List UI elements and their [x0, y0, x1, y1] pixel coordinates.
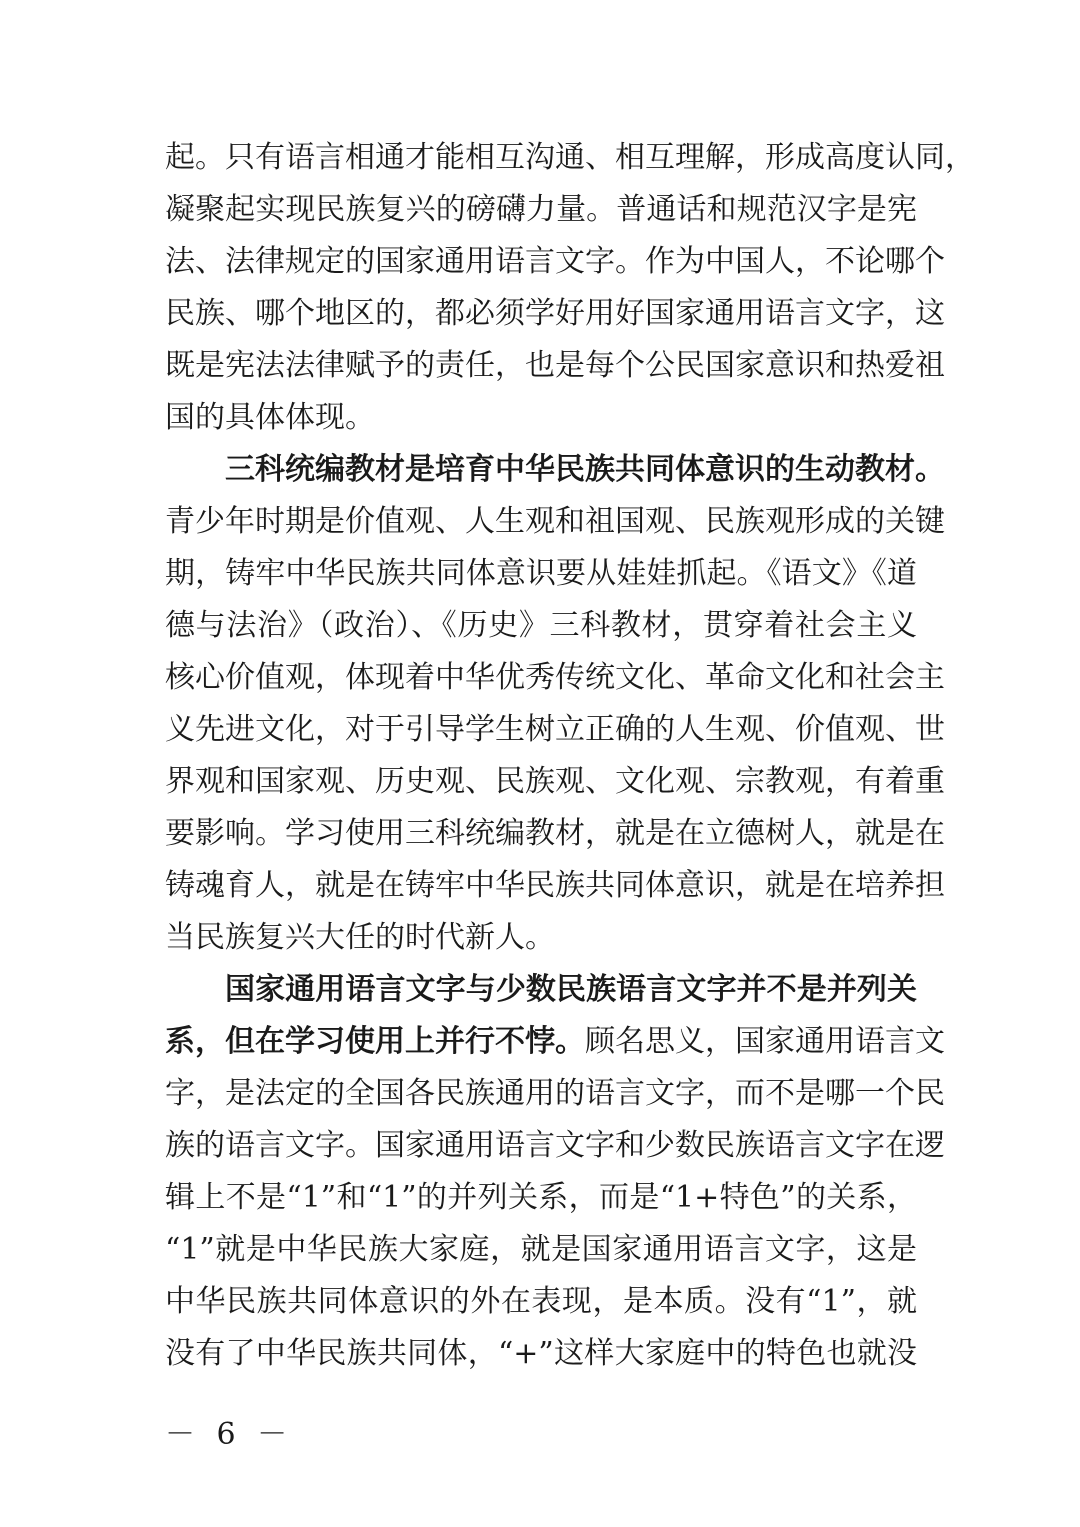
text-line: 凝聚起实现民族复兴的磅礴力量。普通话和规范汉字是宪: [165, 192, 917, 227]
text-line: 期，铸牢中华民族共同体意识要从娃娃抓起。《语文》《道: [165, 556, 917, 591]
text-span: 顾名思义，国家通用语言文: [585, 1024, 945, 1059]
text-line: 德与法治》（政治）、《历史》三科教材，贯穿着社会主义: [165, 608, 917, 643]
paragraph-heading-line: [165, 444, 945, 496]
text-line: 起。只有语言相通才能相互沟通、相互理解，形成高度认同，: [165, 140, 975, 175]
text-line: 要影响。学习使用三科统编教材，就是在立德树人，就是在: [165, 816, 945, 851]
text-line: 核心价值观，体现着中华优秀传统文化、革命文化和社会主: [165, 660, 945, 695]
body-text: [165, 132, 975, 1380]
text-line: “1”就是中华民族大家庭，就是国家通用语言文字，这是: [165, 1232, 917, 1267]
text-line: 中华民族共同体意识的外在表现，是本质。没有“1”，就: [165, 1284, 917, 1319]
text-line: 字，是法定的全国各民族通用的语言文字，而不是哪一个民: [165, 1076, 945, 1111]
bold-heading: 国家通用语言文字与少数民族语言文字并不是并列关: [225, 972, 917, 1007]
bold-heading: 系，但在学习使用上并行不悖。: [165, 1024, 585, 1059]
text-line: 没有了中华民族共同体，“+”这样大家庭中的特色也就没: [165, 1336, 917, 1371]
text-line: 当民族复兴大任的时代新人。: [165, 920, 555, 955]
text-line: 法、法律规定的国家通用语言文字。作为中国人，不论哪个: [165, 244, 945, 279]
text-line: 既是宪法法律赋予的责任，也是每个公民国家意识和热爱祖: [165, 348, 945, 383]
text-line: 民族、哪个地区的，都必须学好用好国家通用语言文字，这: [165, 296, 945, 331]
text-line: 国的具体体现。: [165, 400, 375, 435]
text-line: 义先进文化，对于引导学生树立正确的人生观、价值观、世: [165, 712, 945, 747]
paragraph-heading-line: [165, 964, 917, 1016]
text-line: 辑上不是“1”和“1”的并列关系，而是“1+特色”的关系，: [165, 1180, 917, 1215]
text-line: 族的语言文字。国家通用语言文字和少数民族语言文字在逻: [165, 1128, 945, 1163]
text-line: [165, 1016, 945, 1068]
bold-heading: 三科统编教材是培育中华民族共同体意识的生动教材。: [225, 452, 945, 487]
text-line: 界观和国家观、历史观、民族观、文化观、宗教观，有着重: [165, 764, 945, 799]
text-line: 青少年时期是价值观、人生观和祖国观、民族观形成的关键: [165, 504, 945, 539]
text-line: 铸魂育人，就是在铸牢中华民族共同体意识，就是在培养担: [165, 868, 945, 903]
page-number: － 6 －: [165, 1417, 294, 1452]
